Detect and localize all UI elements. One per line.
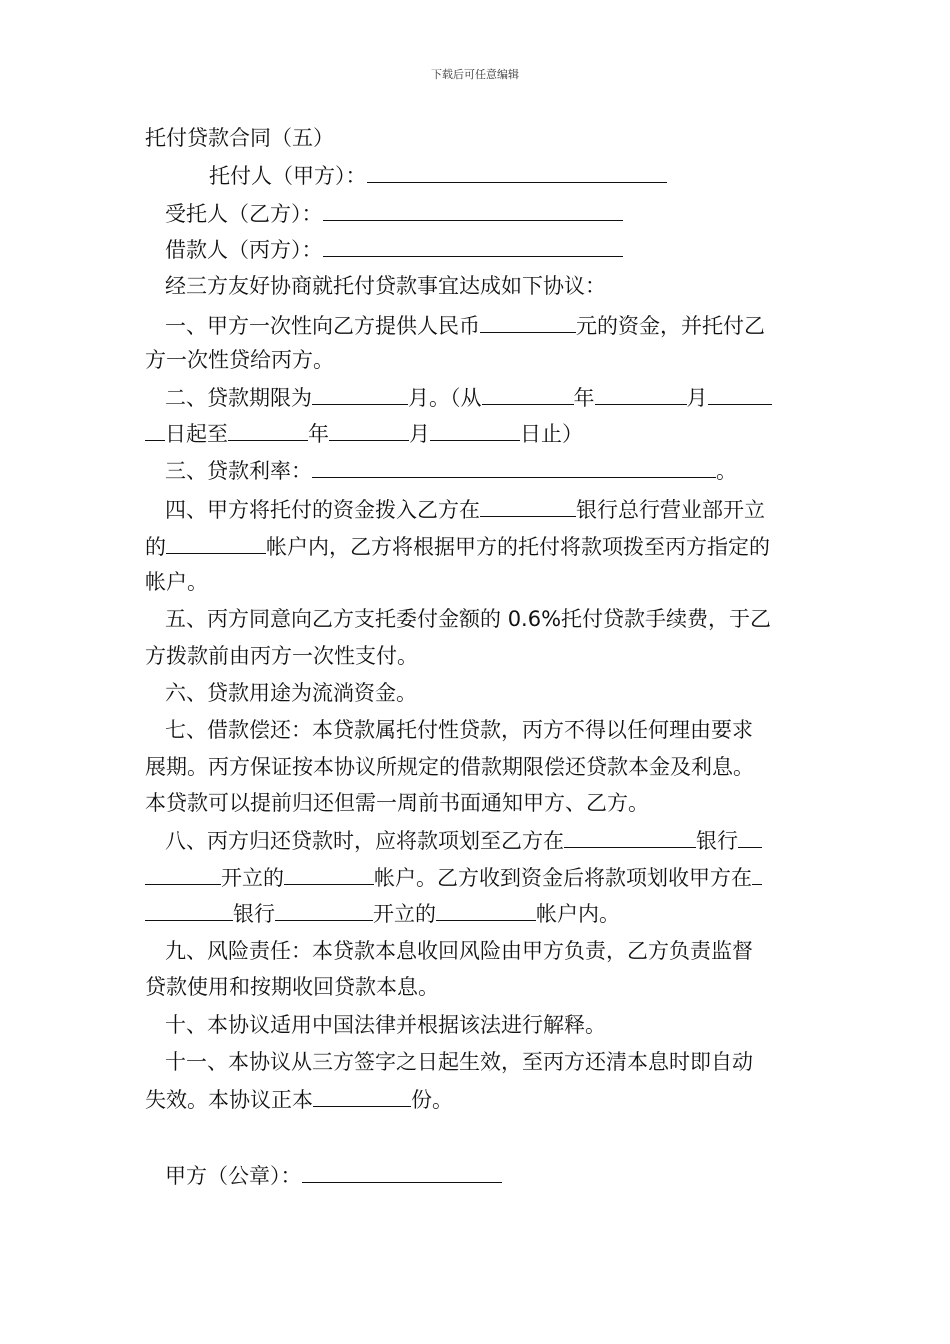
signature-party-a-line xyxy=(165,1160,502,1188)
party-trustee-label: 受托人（乙方）： xyxy=(165,202,323,226)
principal-location-field-part-1[interactable] xyxy=(752,862,762,885)
clause-2-text-b: 月。（从 xyxy=(408,386,482,410)
clause-7-line-3: 本贷款可以提前归还但需一周前书面通知甲方、乙方。 xyxy=(145,791,649,815)
clause-4-text-b: 银行总行营业部开立 xyxy=(576,498,765,522)
clause-2-text-f: 年 xyxy=(308,422,329,446)
clause-4-line-1 xyxy=(165,494,765,522)
clause-10-line: 十、本协议适用中国法律并根据该法进行解释。 xyxy=(165,1013,606,1037)
clause-11-line-2 xyxy=(145,1084,453,1112)
clause-5-text-a: 五、丙方同意向乙方支托委付金额的 xyxy=(165,607,508,631)
start-month-field[interactable] xyxy=(595,382,687,405)
intro-paragraph: 经三方友好协商就托付贷款事宜达成如下协议： xyxy=(165,274,606,298)
loan-term-months-field[interactable] xyxy=(312,382,408,405)
clause-8-text-f: 开立的 xyxy=(373,902,436,926)
start-year-field[interactable] xyxy=(482,382,574,405)
page-header-note: 下载后可任意编辑 xyxy=(431,68,519,81)
party-principal-line xyxy=(209,160,667,188)
clause-2-text-d: 月 xyxy=(686,386,708,410)
clause-3-text-a: 三、贷款利率： xyxy=(165,459,312,483)
signature-party-a-label: 甲方（公章）： xyxy=(165,1164,302,1188)
start-day-field-part-2[interactable] xyxy=(145,418,165,441)
party-a-seal-field[interactable] xyxy=(302,1160,502,1183)
clause-3-line xyxy=(165,455,737,483)
clause-8-text-b: 银行 xyxy=(696,829,738,853)
repay-trustee-bank-field-part-1[interactable] xyxy=(738,825,762,848)
trustee-name-field[interactable] xyxy=(323,198,623,221)
clause-8-line-2 xyxy=(145,862,762,890)
clause-2-line-1 xyxy=(165,382,772,410)
principal-location-field-part-2[interactable] xyxy=(145,898,233,921)
clause-1-text-b: 元的资金，并托付乙 xyxy=(576,314,765,338)
principal-name-field[interactable] xyxy=(367,160,667,183)
clause-4-line-2 xyxy=(145,531,770,559)
clause-2-text-g: 月 xyxy=(409,422,430,446)
party-principal-label: 托付人（甲方）： xyxy=(209,164,367,188)
copies-count-field[interactable] xyxy=(313,1084,411,1107)
clause-9-line-2: 贷款使用和按期收回贷款本息。 xyxy=(145,975,439,999)
clause-7-line-1: 七、借款偿还：本贷款属托付性贷款，丙方不得以任何理由要求 xyxy=(165,718,753,742)
trustee-account-field[interactable] xyxy=(166,531,266,554)
repay-trustee-bank-field-part-2[interactable] xyxy=(145,862,221,885)
borrower-name-field[interactable] xyxy=(323,234,623,257)
clause-8-text-e: 银行 xyxy=(233,902,275,926)
clause-8-text-g: 帐户内。 xyxy=(536,902,620,926)
clause-1-line-2: 方一次性贷给丙方。 xyxy=(145,348,334,372)
end-day-field[interactable] xyxy=(430,418,520,441)
document-title: 托付贷款合同（五） xyxy=(145,126,334,150)
clause-4-text-c: 的 xyxy=(145,535,166,559)
clause-5-line-1 xyxy=(165,605,771,633)
clause-11-line-1: 十一、本协议从三方签字之日起生效，至丙方还清本息时即自动 xyxy=(165,1050,753,1074)
start-day-field-part-1[interactable] xyxy=(708,382,772,405)
clause-2-text-h: 日止） xyxy=(520,422,583,446)
clause-8-line-3 xyxy=(145,898,620,926)
clause-8-line-1 xyxy=(165,825,762,853)
clause-2-line-2 xyxy=(145,418,583,446)
clause-6-line: 六、贷款用途为流淌资金。 xyxy=(165,681,417,705)
clause-4-line-3: 帐户。 xyxy=(145,570,208,594)
trustee-bank-field[interactable] xyxy=(480,494,576,517)
party-borrower-label: 借款人（丙方）： xyxy=(165,238,323,262)
loan-amount-field[interactable] xyxy=(480,310,576,333)
fee-rate-value: 0.6% xyxy=(507,607,562,631)
end-year-field[interactable] xyxy=(228,418,308,441)
clause-11-text-c: 份。 xyxy=(411,1088,453,1112)
clause-5-text-b: 托付贷款手续费，于乙 xyxy=(561,607,772,631)
interest-rate-field[interactable] xyxy=(312,455,716,478)
clause-4-text-d: 帐户内，乙方将根据甲方的托付将款项拨至丙方指定的 xyxy=(266,535,770,559)
repay-trustee-account-field[interactable] xyxy=(284,862,374,885)
principal-bank-branch-field[interactable] xyxy=(275,898,373,921)
clause-5-line-2: 方拨款前由丙方一次性支付。 xyxy=(145,644,418,668)
party-trustee-line xyxy=(165,198,623,226)
clause-4-text-a: 四、甲方将托付的资金拨入乙方在 xyxy=(165,498,480,522)
clause-8-text-d: 帐户。乙方收到资金后将款项划收甲方在 xyxy=(374,866,752,890)
end-month-field[interactable] xyxy=(329,418,409,441)
clause-1-text-a: 一、甲方一次性向乙方提供人民币 xyxy=(165,314,480,338)
clause-2-text-a: 二、贷款期限为 xyxy=(165,386,312,410)
clause-1-line-1 xyxy=(165,310,765,338)
clause-7-line-2: 展期。丙方保证按本协议所规定的借款期限偿还贷款本金及利息。 xyxy=(145,755,754,779)
principal-account-field[interactable] xyxy=(436,898,536,921)
clause-8-text-c: 开立的 xyxy=(221,866,284,890)
clause-9-line-1: 九、风险责任：本贷款本息收回风险由甲方负责，乙方负责监督 xyxy=(165,939,753,963)
party-borrower-line xyxy=(165,234,623,262)
clause-2-text-e: 日起至 xyxy=(165,422,228,446)
clause-11-text-b: 失效。本协议正本 xyxy=(145,1088,313,1112)
clause-2-text-c: 年 xyxy=(573,386,595,410)
repay-trustee-location-field[interactable] xyxy=(564,825,696,848)
clause-8-text-a: 八、丙方归还贷款时，应将款项划至乙方在 xyxy=(165,829,564,853)
clause-3-text-b: 。 xyxy=(716,459,737,483)
